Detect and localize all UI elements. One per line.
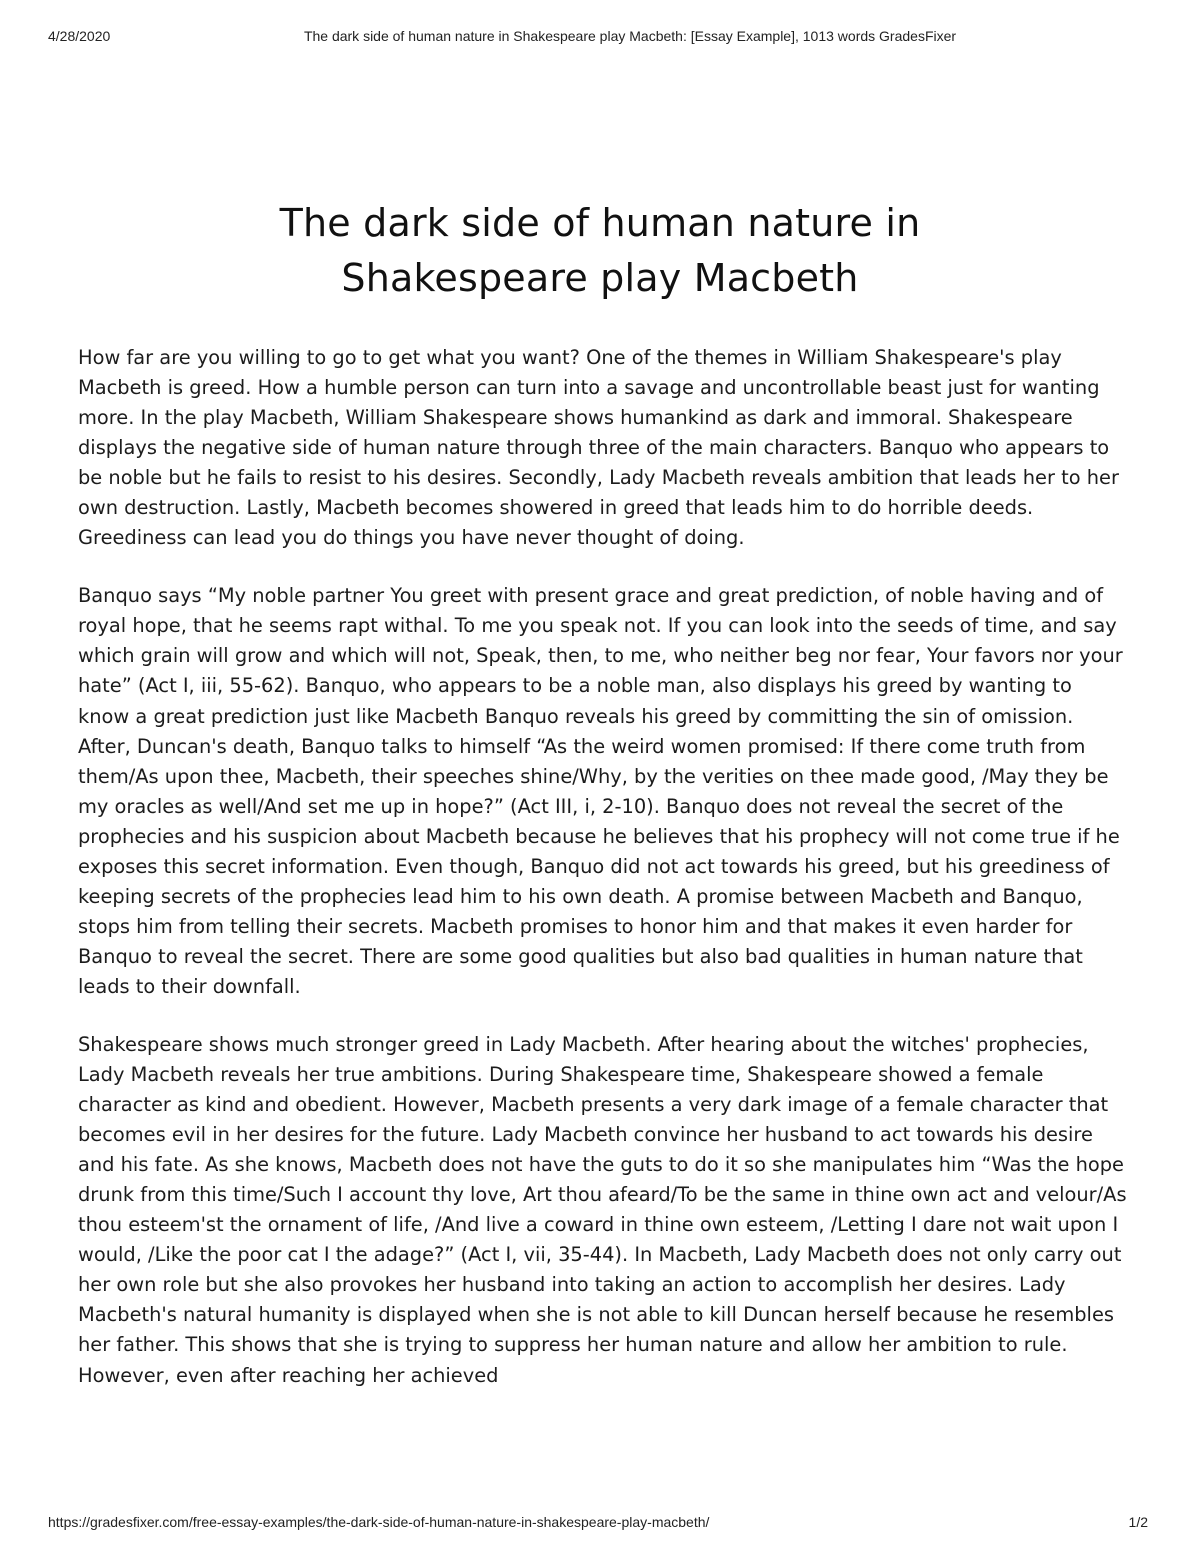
print-page-title: The dark side of human nature in Shakespeare play Macbeth: [Essay Example], 1013 words GradesFixer [303, 28, 957, 44]
article-title-line-2: Shakespeare play Macbeth [341, 256, 859, 300]
article-body [78, 343, 1128, 1391]
article-title [100, 196, 1100, 306]
paragraph-lady-macbeth: Shakespeare shows much stronger greed in Lady Macbeth. After hearing about the witches' prophecies, Lady Macbeth reveals her true ambitions. During Shakespeare time, Shakespeare showed a female character as kind and obedient. However, Macbeth presents a very dark image of a female character that becomes evil in her desires for the future. Lady Macbeth convince her husband to act towards his desire and his fate. As she knows, Macbeth does not have the guts to do it so she manipulates him “Was the hope drunk from this time/Such I account thy love, Art thou afeard/To be the same in thine own act and velour/As thou esteem'st the ornament of life, /And live a coward in thine own esteem, /Letting I dare not wait upon I would, /Like the poor cat I the adage?” (Act I, vii, 35-44). In Macbeth, Lady Macbeth does not only carry out her own role but she also provokes her husband into taking an action to accomplish her desires. Lady Macbeth's natural humanity is displayed when she is not able to kill Duncan herself because he resembles her father. This shows that she is trying to suppress her human nature and allow her ambition to rule. However, even after reaching her achieved [78, 1032, 1127, 1387]
print-header [48, 28, 1152, 48]
page-url: https://gradesfixer.com/free-essay-examples/the-dark-side-of-human-nature-in-shakespeare-play-macbeth/ [48, 1514, 710, 1530]
paragraph-introduction: How far are you willing to go to get what you want? One of the themes in William Shakespeare's play Macbeth is greed. How a humble person can turn into a savage and uncontrollable beast just for wanting more. In the play Macbeth, William Shakespeare shows humankind as dark and immoral. Shakespeare displays the negative side of human nature through three of the main characters. Banquo who appears to be noble but he fails to resist to his desires. Secondly, Lady Macbeth reveals ambition that leads her to her own destruction. Lastly, Macbeth becomes showered in greed that leads him to do horrible deeds. Greediness can lead you do things you have never thought of doing. [78, 346, 1119, 550]
print-date: 4/28/2020 [48, 28, 111, 44]
paragraph-banquo: Banquo says “My noble partner You greet with present grace and great prediction, of noble having and of royal hope, that he seems rapt withal. To me you speak not. If you can look into the seeds of time, and say which grain will grow and which will not, Speak, then, to me, who neither beg nor fear, Your favors nor your hate” (Act I, iii, 55-62). Banquo, who appears to be a noble man, also displays his greed by wanting to know a great prediction just like Macbeth Banquo reveals his greed by committing the sin of omission. After, Duncan's death, Banquo talks to himself “As the weird women promised: If there come truth from them/As upon thee, Macbeth, their speeches shine/Why, by the verities on thee made good, /May they be my oracles as well/And set me up in hope?” (Act III, i, 2-10). Banquo does not reveal the secret of the prophecies and his suspicion about Macbeth because he believes that his prophecy will not come true if he exposes this secret information. Even though, Banquo did not act towards his greed, but his greediness of keeping secrets of the prophecies lead him to his own death. A promise between Macbeth and Banquo, stops him from telling their secrets. Macbeth promises to honor him and that makes it even harder for Banquo to reveal the secret. There are some good qualities but also bad qualities in human nature that leads to their downfall. [78, 584, 1123, 998]
print-footer [48, 1514, 1148, 1534]
page-number: 1/2 [1128, 1514, 1148, 1530]
article-title-line-1: The dark side of human nature in [279, 201, 921, 245]
